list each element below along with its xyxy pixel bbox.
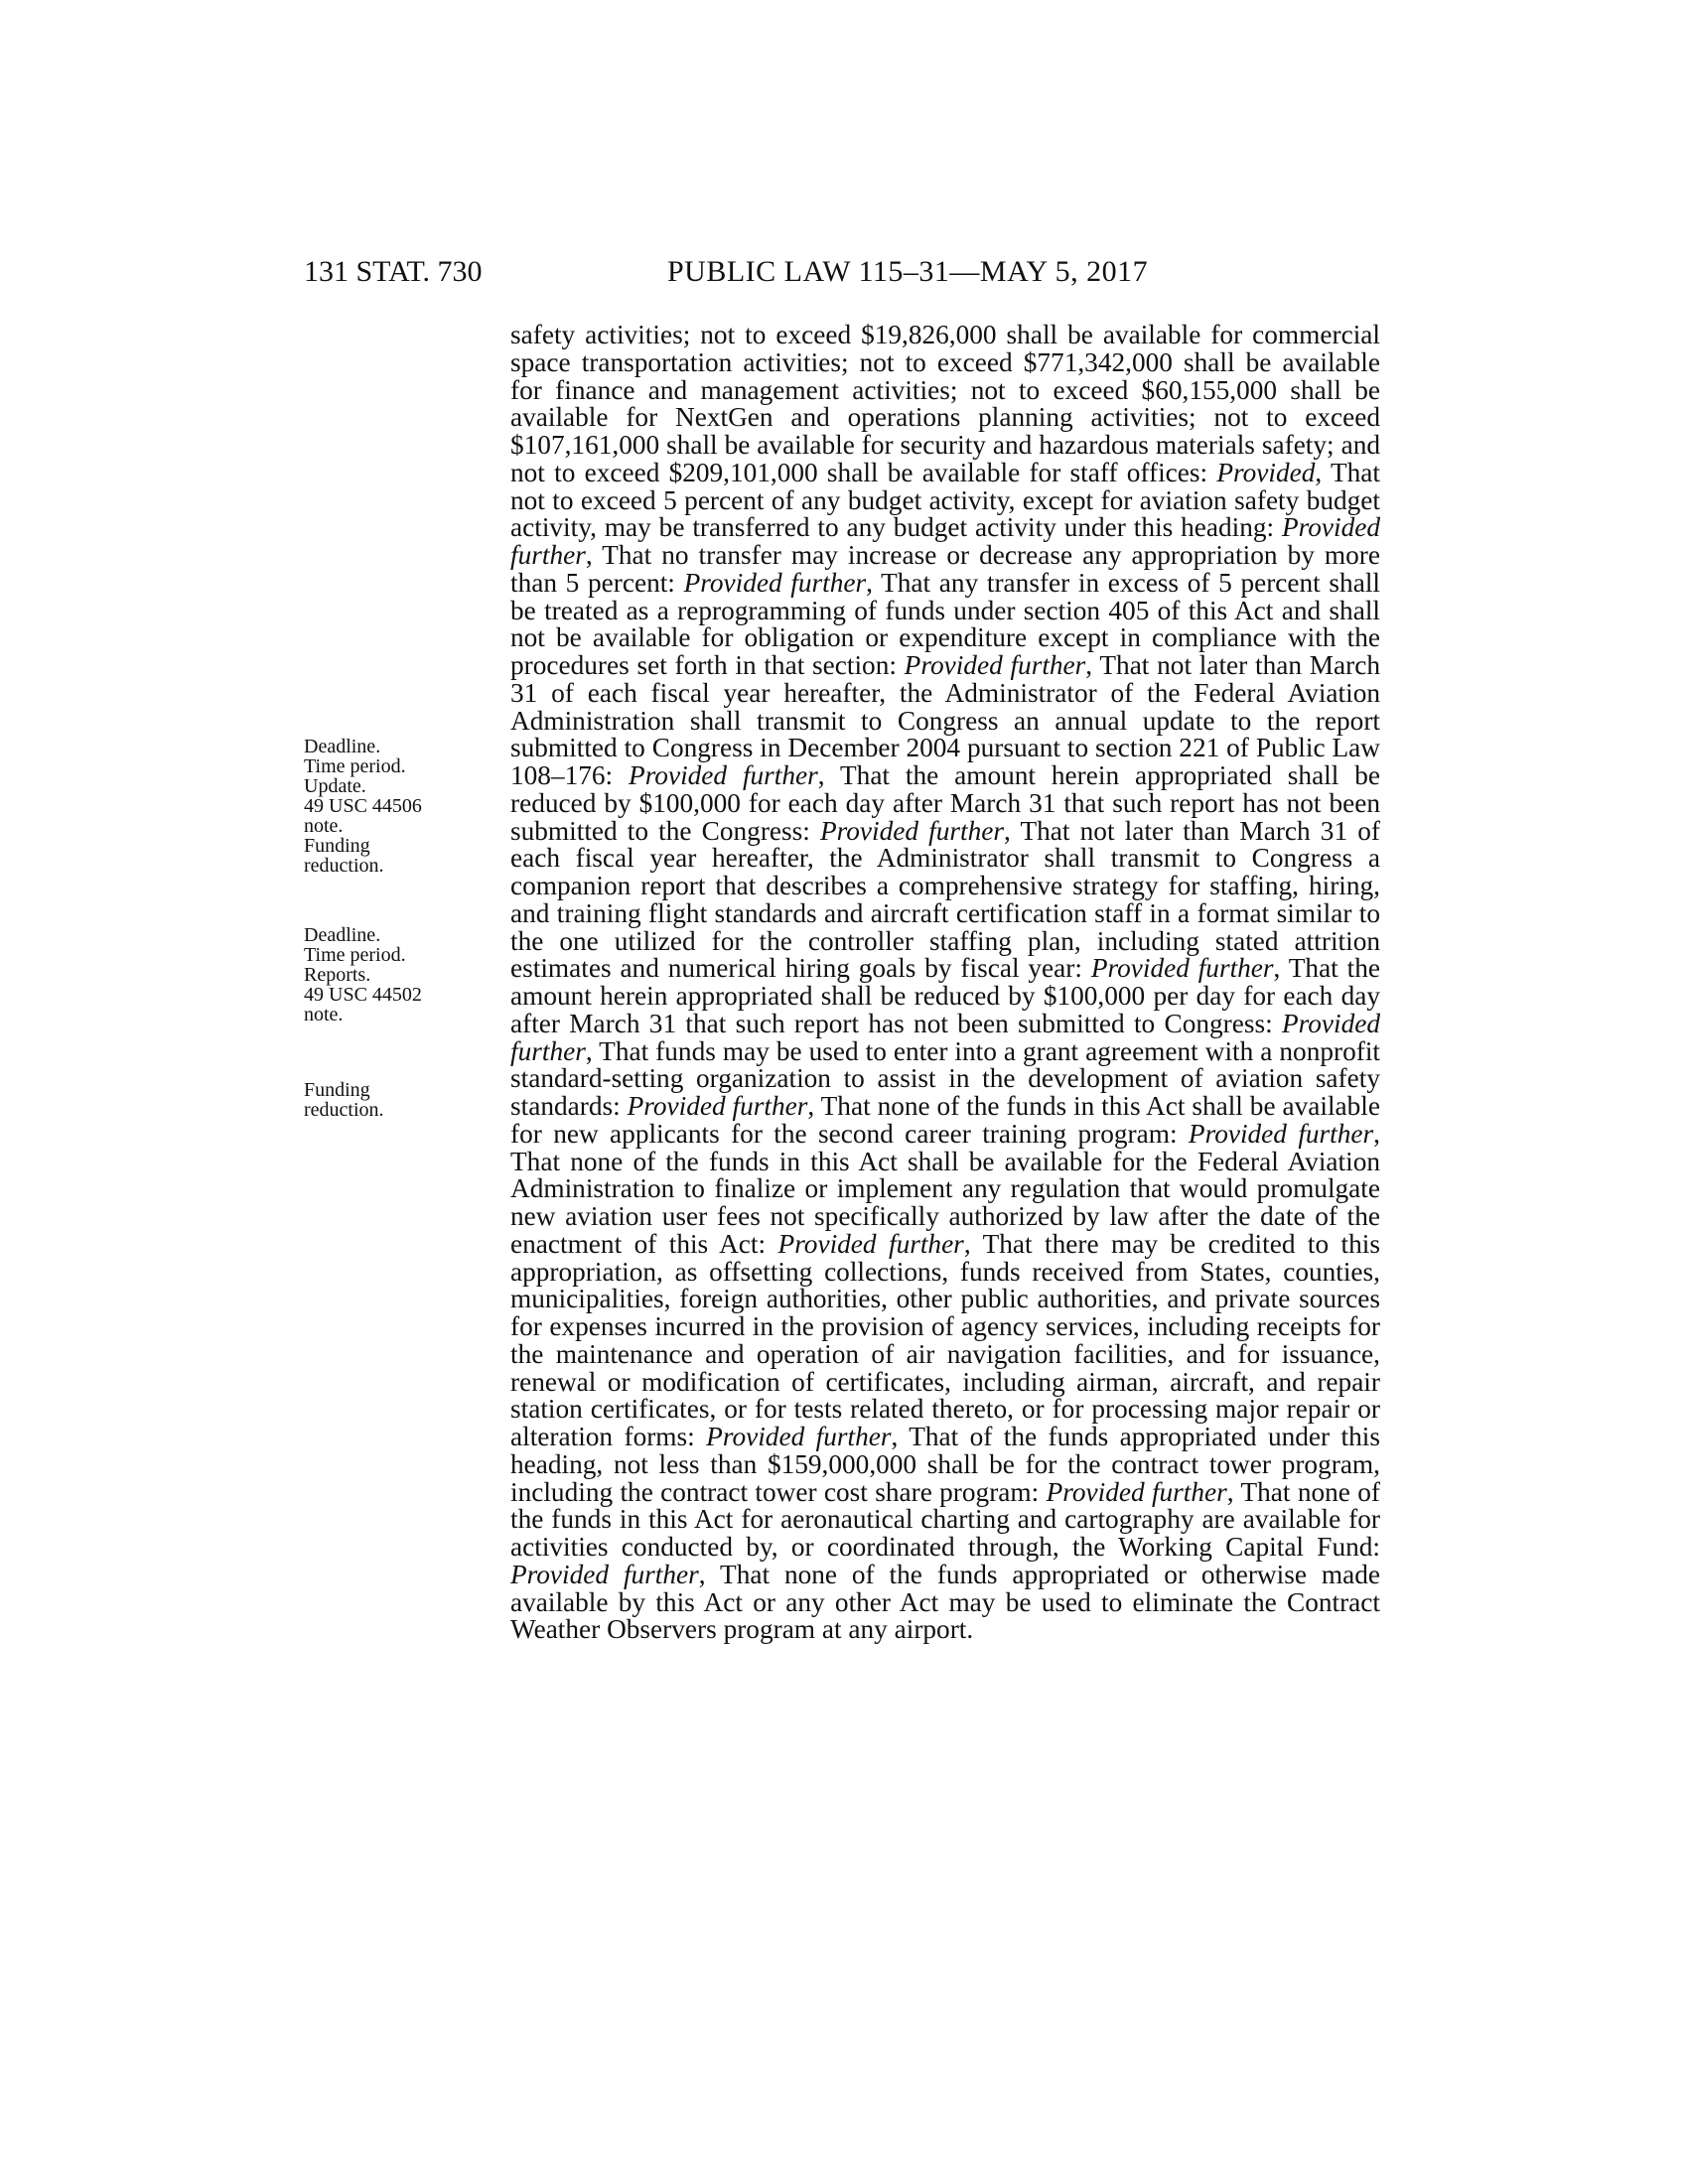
body-text-segment: , That there may be credited to this appropriation, as offsetting collections, funds received from States, counties, municipalities, foreign authorities, other public authorities, and private sources for expenses incurred in the provision of agency services, including receipts for the maintenance and operation of air navigation facilities, and for issuance, renewal or modification of certificates, including airman, aircraft, and repair station certificates, or for tests related thereto, or for processing major repair or alteration forms: (510, 1228, 1380, 1451)
margin-note-line: reduction. (304, 1099, 384, 1121)
margin-note-line: note. (304, 815, 344, 837)
body-text-segment: , That the amount herein appropriated shall be reduced by $100,000 for each day after March 31 that such report has not been submitted to the Congress: (510, 760, 1381, 846)
margin-note-line: Reports. (304, 964, 371, 986)
body-text-segment: , That none of the funds in this Act for aeronautical charting and cartography are available for activities conducted by, or coordinated through, the Working Capital Fund: (510, 1476, 1380, 1562)
margin-note-line: Update. (304, 775, 366, 797)
law-title: PUBLIC LAW 115–31—MAY 5, 2017 (667, 255, 1149, 288)
body-text-segment: , That none of the funds appropriated or otherwise made available by this Act or any other Act may be used to eliminate the Contract Weather Observers program at any airport. (510, 1559, 1380, 1645)
body-text-segment: , That any transfer in excess of 5 percent shall be treated as a reprogramming of funds under section 405 of this Act and shall not be available for obligation or expenditure except in compliance with the procedures set forth in that section: (510, 567, 1380, 680)
body-text-segment: , That none of the funds in this Act shall be available for new applicants for the second career training program: (510, 1091, 1380, 1149)
body-text-segment: , That no transfer may increase or decrease any appropriation by more than 5 percent: (510, 540, 1380, 598)
body-text-segment: , That not to exceed 5 percent of any budget activity, except for aviation safety budget activity, may be transferred to any budget activity under this heading: (510, 457, 1380, 543)
body-paragraph (510, 322, 1380, 1644)
margin-note-line: 49 USC 44506 (304, 795, 422, 817)
provided-further-italic: Provided further (510, 512, 1380, 570)
provided-italic: Provided (1216, 457, 1316, 487)
body-text-segment: , That not later than March 31 of each fiscal year hereafter, the Administrator shall transmit to Congress a companion report that describes a comprehensive strategy for staffing, hiring, and training flight standards and aircraft certification staff in a format similar to the one utilized for the controller staffing plan, including stated attrition estimates and numerical hiring goals by fiscal year: (510, 815, 1380, 984)
margin-note-line: Time period. (304, 755, 406, 777)
margin-note-line: reduction. (304, 855, 384, 877)
margin-note-group (304, 925, 422, 1024)
margin-note-line: Deadline. (304, 736, 381, 757)
stat-page-number: 131 STAT. 730 (304, 255, 483, 288)
provided-further-italic: Provided further (629, 760, 818, 790)
provided-further-italic: Provided further (706, 1422, 892, 1451)
provided-further-italic: Provided further (510, 1559, 699, 1589)
body-text-segment: , That the amount herein appropriated shall be reduced by $100,000 per day for each day after March 31 that such report has not been submitted to Congress: (510, 953, 1380, 1038)
body-text-segment: , That funds may be used to enter into a grant agreement with a nonprofit standard-setting organization to assist in the development of aviation safety standards: (510, 1035, 1380, 1121)
margin-note-line: 49 USC 44502 (304, 984, 422, 1006)
provided-further-italic: Provided further (1188, 1118, 1374, 1149)
body-text-segment: , That of the funds appropriated under this heading, not less than $159,000,000 shall be for the contract tower program, including the contract tower cost share program: (510, 1422, 1380, 1507)
provided-further-italic: Provided further (777, 1228, 964, 1259)
margin-note-line: Funding (304, 1079, 370, 1101)
body-text-segment: , That not later than March 31 of each fiscal year hereafter, the Administrator of the Federal Aviation Administration shall transmit to Congress an annual update to the report submitted to Congress in December 2004 pursuant to section 221 of Public Law 108–176: (510, 650, 1380, 790)
margin-note-group (304, 737, 422, 876)
margin-note-line: Funding (304, 835, 370, 857)
margin-note-line: Time period. (304, 944, 406, 966)
margin-note-line: Deadline. (304, 924, 381, 946)
page-header (304, 252, 1376, 292)
margin-note-line: note. (304, 1004, 344, 1025)
provided-further-italic: Provided further (1046, 1476, 1227, 1507)
provided-further-italic: Provided further (820, 815, 1005, 846)
provided-further-italic: Provided further (904, 650, 1086, 680)
body-text-segment: safety activities; not to exceed $19,826,000 shall be available for commercial space transportation activities; not to exceed $771,342,000 shall be available for finance and management activities; not to exceed $60,155,000 shall be available for NextGen and operations planning activities; not to exceed $107,161,000 shall be available for security and hazardous materials safety; and not to exceed $209,101,000 shall be available for staff offices: (510, 320, 1380, 487)
margin-note-group (304, 1080, 384, 1120)
provided-further-italic: Provided further (510, 1008, 1380, 1066)
provided-further-italic: Provided further (627, 1091, 808, 1121)
body-text-segment: , That none of the funds in this Act shall be available for the Federal Aviation Administration to finalize or implement any regulation that would promulgate new aviation user fees not specifically authorized by law after the date of the enactment of this Act: (510, 1118, 1380, 1259)
provided-further-italic: Provided further (683, 567, 867, 598)
provided-further-italic: Provided further (1090, 953, 1274, 984)
